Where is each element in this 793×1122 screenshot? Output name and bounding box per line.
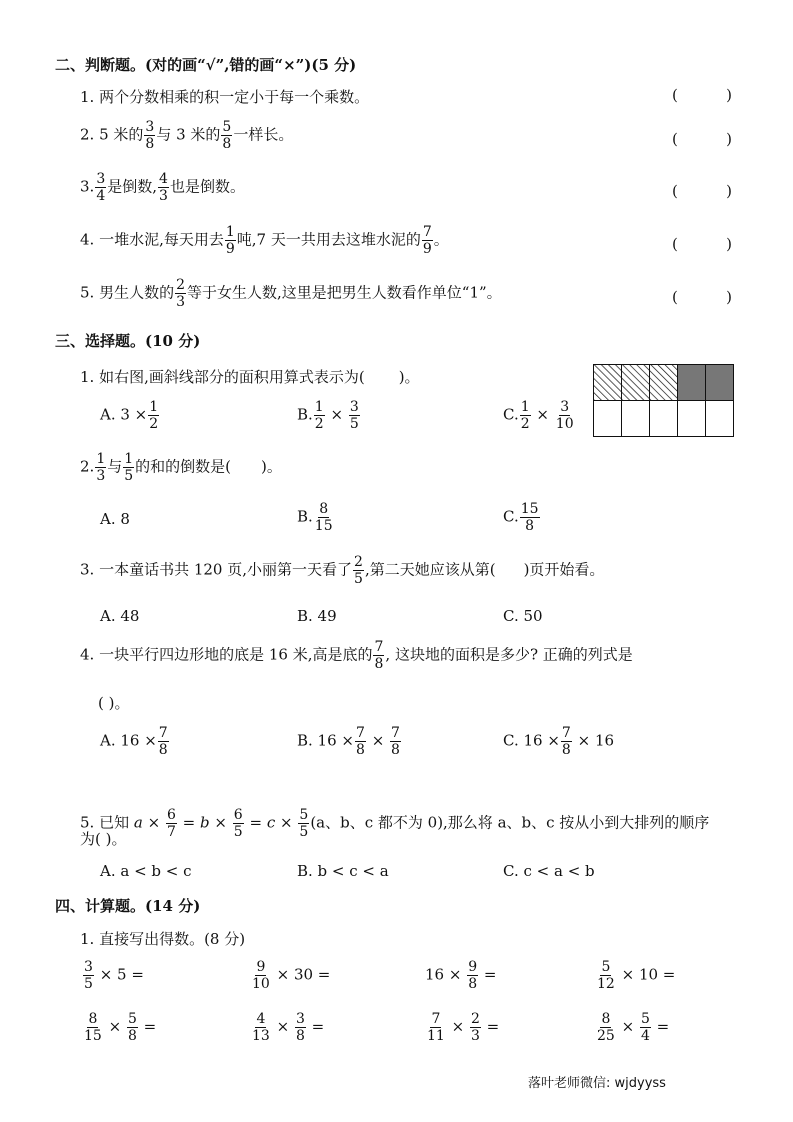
text: 3. 一本童话书共 120 页,小丽第一天看了 [80,560,353,579]
fraction [640,1012,651,1043]
denominator: 13 [252,1028,270,1044]
choice-q1 [80,366,420,387]
calc-item[interactable] [425,1012,499,1043]
text: (a、b、c 都不为 0),那么将 a、b、c 按从小到大排列的顺序 [310,813,710,832]
choice-q2-option-a[interactable]: A. 8 [100,510,130,528]
denominator: 10 [555,416,574,432]
fraction [158,726,169,757]
paren-left: ( [672,288,678,306]
numerator: 1 [314,399,324,415]
calc-item[interactable] [595,1012,669,1043]
numerator: 7 [158,725,168,741]
text: 。 [433,230,449,249]
denominator: 5 [84,976,93,992]
text: 的和的倒数是( [135,457,232,476]
hatched-cell [622,365,650,401]
judge-q1: 1. 两个分数相乘的积一定小于每一个乘数。 [80,88,370,106]
choice-q5-option-b[interactable]: B. b < c < a [297,862,389,880]
fraction [295,1012,306,1043]
fraction [251,1012,271,1043]
choice-q4-option-c[interactable] [503,726,614,757]
calc-item[interactable] [82,1012,156,1043]
paren-right: ) [726,182,732,200]
fraction [148,400,159,431]
denominator: 15 [314,518,333,534]
choice-q3-option-b[interactable]: B. 49 [297,607,337,625]
judge-q3 [80,172,245,203]
fraction [470,1012,481,1043]
numerator: 1 [225,224,235,240]
denominator: 8 [374,656,384,672]
denominator: 7 [166,824,176,840]
fraction [314,502,334,533]
label: B. [297,405,313,424]
calc-sub-title: 1. 直接写出得数。(8 分) [80,930,246,948]
choice-q4-line2[interactable]: ( )。 [98,694,130,712]
answer-paren-1[interactable] [672,86,732,104]
text: = [143,1017,157,1036]
text: 一样长。 [233,125,294,144]
denominator: 4 [96,188,106,204]
judge-q5 [80,278,502,309]
choice-q4-option-b[interactable] [297,726,402,757]
text: 2. 5 米的 [80,125,144,144]
text: 1. 如右图,画斜线部分的面积用算式表示为( [80,368,365,386]
fraction [233,808,244,839]
denominator: 15 [84,1028,102,1044]
fraction [95,452,106,483]
text: = [656,1017,670,1036]
fraction [225,225,236,256]
blank-cell [706,401,734,437]
denominator: 8 [158,742,168,758]
shaded-cell [706,365,734,401]
denominator: 5 [124,468,134,484]
fraction [298,808,309,839]
numerator: 3 [295,1011,305,1027]
label: C. 16 × [503,731,560,750]
calc-item[interactable] [595,960,675,991]
operator: × [536,405,549,424]
numerator: 9 [256,959,266,975]
text: 与 3 米的 [156,125,221,144]
fraction [166,808,177,839]
fraction [422,225,433,256]
choice-q5-second-line[interactable]: 为( )。 [80,830,127,848]
denominator: 4 [640,1028,650,1044]
equals: = [249,813,263,832]
fraction [251,960,271,991]
fraction [520,502,540,533]
choice-q3-option-c[interactable]: C. 50 [503,607,543,625]
choice-q3 [80,555,604,586]
answer-paren-4[interactable] [672,235,732,253]
numerator: 3 [560,399,570,415]
numerator: 6 [233,807,243,823]
denominator: 8 [145,136,155,152]
fraction [127,1012,138,1043]
text: 4. 一块平行四边形地的底是 16 米,高是底的 [80,645,373,664]
numerator: 1 [520,399,530,415]
numerator: 1 [149,399,159,415]
choice-q1-option-a[interactable] [100,400,160,431]
fraction [596,960,616,991]
numerator: 8 [601,1011,611,1027]
paren-left: ( [672,235,678,253]
blank-cell [594,401,622,437]
text: 吨,7 天一共用去这堆水泥的 [236,230,421,249]
operator: × [621,1017,635,1036]
operator: × [108,1017,122,1036]
fraction [390,726,401,757]
denominator: 25 [597,1028,615,1044]
operator: × [147,813,161,832]
numerator: 4 [256,1011,266,1027]
operator: × [330,405,344,424]
choice-q2-option-c[interactable] [503,502,541,533]
operator: × [276,1017,290,1036]
choice-q1-option-b[interactable] [297,400,361,431]
numerator: 5 [640,1011,650,1027]
operator: × [280,813,293,832]
fraction [349,400,360,431]
numerator: 9 [468,959,478,975]
denominator: 10 [252,976,270,992]
denominator: 3 [96,468,106,484]
denominator: 12 [597,976,615,992]
numerator: 3 [96,171,106,187]
numerator: 3 [84,959,93,975]
choice-q2-option-b[interactable] [297,502,335,533]
denominator: 2 [314,416,324,432]
hatched-cell [650,365,678,401]
numerator: 7 [422,224,432,240]
text: 5. 男生人数的 [80,283,175,302]
denominator: 9 [225,241,235,257]
text: = [311,1017,325,1036]
text: × 16 [577,731,615,750]
denominator: 8 [468,976,478,992]
fraction [373,640,384,671]
choice-q4-option-a[interactable] [100,726,170,757]
choice-q5 [80,808,709,839]
text: 5. 已知 [80,813,130,832]
text: × 30 = [276,965,331,984]
denominator: 8 [391,742,400,758]
judge-q2 [80,120,293,151]
text: )。 [398,368,420,386]
calc-item[interactable] [250,960,330,991]
blank-cell [622,401,650,437]
footer-contact: 落叶老师微信: wjdyyss [528,1076,666,1091]
fraction [555,400,575,431]
text: = [483,965,497,984]
choice-q5-option-a[interactable]: A. a < b < c [100,862,192,880]
denominator: 8 [525,518,535,534]
text: )页开始看。 [523,560,605,579]
text: 与 [107,457,123,476]
answer-paren-2[interactable] [672,130,732,148]
denominator: 8 [127,1028,137,1044]
denominator: 8 [561,742,571,758]
text: 16 × [425,965,462,984]
label: B. [297,507,313,526]
section-judge-title: 二、判断题。(对的画“√”,错的画“×”)(5 分) [55,56,357,74]
fraction [175,278,186,309]
variable-b: b [200,813,210,832]
calc-item[interactable] [425,960,497,991]
text: 等于女生人数,这里是把男生人数看作单位“1”。 [187,283,502,302]
denominator: 2 [149,416,159,432]
label: A. 16 × [100,731,157,750]
numerator: 2 [354,554,363,570]
numerator: 8 [319,501,329,517]
answer-paren-5[interactable] [672,288,732,306]
numerator: 4 [159,171,168,187]
numerator: 7 [374,639,384,655]
blank-cell [678,401,706,437]
paren-right: ) [726,235,732,253]
blank-cell [650,401,678,437]
text: 4. 一堆水泥,每天用去 [80,230,224,249]
numerator: 7 [561,725,571,741]
fraction [83,1012,103,1043]
fraction [83,960,94,991]
section-choice-title: 三、选择题。(10 分) [55,332,201,350]
calc-item[interactable] [250,1012,324,1043]
variable-a: a [133,813,143,832]
denominator: 5 [233,824,243,840]
fraction [520,400,531,431]
choice-q5-option-c[interactable]: C. c < a < b [503,862,595,880]
fraction [158,172,169,203]
numerator: 15 [520,501,539,517]
choice-q1-option-c[interactable] [503,400,576,431]
text: , 这块地的面积是多少? 正确的列式是 [385,645,633,664]
numerator: 7 [431,1011,441,1027]
numerator: 2 [176,277,186,293]
operator: × [451,1017,465,1036]
choice-q3-option-a[interactable]: A. 48 [100,607,140,625]
numerator: 6 [166,807,176,823]
answer-paren-3[interactable] [672,182,732,200]
numerator: 5 [299,807,309,823]
denominator: 3 [176,294,186,310]
fraction [467,960,478,991]
paren-right: ) [726,86,732,104]
text: 也是倒数。 [169,177,245,196]
text: × 10 = [621,965,676,984]
label: A. 3 × [100,405,148,424]
fraction [123,452,134,483]
denominator: 5 [299,824,309,840]
numerator: 7 [355,725,365,741]
shaded-cell [678,365,706,401]
numerator: 5 [127,1011,137,1027]
paren-left: ( [672,130,678,148]
numerator: 7 [391,725,400,741]
paren-left: ( [672,182,678,200]
numerator: 8 [88,1011,98,1027]
fraction [144,120,155,151]
fraction [596,1012,616,1043]
numerator: 5 [601,959,611,975]
label: C. [503,405,519,424]
judge-q4 [80,225,449,256]
area-figure [593,364,734,440]
fraction [95,172,106,203]
operator: × [371,731,385,750]
equals: = [182,813,196,832]
label: C. [503,507,519,526]
label: B. 16 × [297,731,354,750]
text: )。 [261,457,282,476]
fraction [355,726,366,757]
numerator: 3 [145,119,155,135]
numerator: 1 [96,451,106,467]
denominator: 5 [349,416,359,432]
fraction [353,555,364,586]
calc-item[interactable] [82,960,144,991]
denominator: 8 [295,1028,305,1044]
section-calc-title: 四、计算题。(14 分) [55,897,201,915]
fraction [221,120,232,151]
denominator: 3 [470,1028,480,1044]
denominator: 2 [520,416,530,432]
text: × 5 = [99,965,144,984]
paren-right: ) [726,130,732,148]
numerator: 1 [124,451,134,467]
denominator: 5 [354,571,363,587]
hatched-cell [594,365,622,401]
denominator: 11 [427,1028,445,1044]
numerator: 2 [470,1011,480,1027]
denominator: 9 [422,241,432,257]
text: 3. [80,177,95,196]
denominator: 8 [355,742,365,758]
choice-q4 [80,640,633,671]
text: ,第二天她应该从第( [364,560,496,579]
paren-left: ( [672,86,678,104]
text: 是倒数, [107,177,158,196]
paren-right: ) [726,288,732,306]
fraction [314,400,325,431]
numerator: 3 [349,399,359,415]
denominator: 3 [159,188,168,204]
denominator: 8 [222,136,232,152]
variable-c: c [266,813,276,832]
operator: × [214,813,227,832]
numerator: 5 [222,119,232,135]
fraction [561,726,572,757]
fraction [426,1012,446,1043]
choice-q2 [80,452,282,483]
text: 2. [80,457,95,476]
text: = [486,1017,500,1036]
